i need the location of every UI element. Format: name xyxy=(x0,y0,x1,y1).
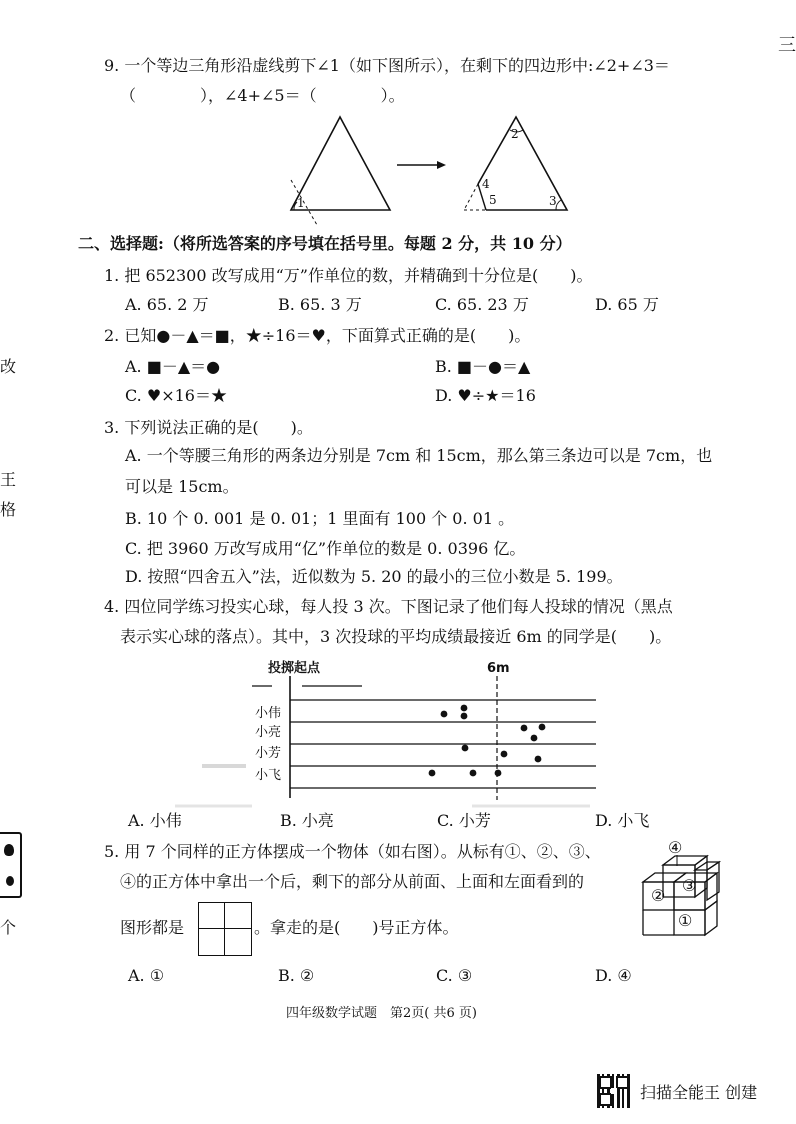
qr-code-icon xyxy=(597,1074,631,1108)
chart-start-label: 投掷起点 xyxy=(268,661,321,676)
chart-row-label: 小伟 xyxy=(255,706,282,721)
q1-option-b: B. 65. 3 万 xyxy=(278,295,362,314)
chart-row-label: 小亮 xyxy=(255,725,282,740)
margin-char: 格 xyxy=(0,500,17,519)
cube-label-3: ③ xyxy=(682,876,697,895)
q2-option-d: D. ♥÷★＝16 xyxy=(435,386,536,405)
q3-option-a-line2: 可以是 15cm。 xyxy=(125,477,239,496)
q4-stem-line1: 4. 四位同学练习投实心球，每人投 3 次。下图记录了他们每人投球的情况（黑点 xyxy=(104,597,673,616)
angle-label-5: 5 xyxy=(489,193,497,207)
page-footer: 四年级数学试题 第2页( 共6 页) xyxy=(286,1006,477,1021)
q9-line1: 9. 一个等边三角形沿虚线剪下∠1（如下图所示），在剩下的四边形中:∠2+∠3＝ xyxy=(104,56,670,75)
q3-option-b: B. 10 个 0. 001 是 0. 01；1 里面有 100 个 0. 01 。 xyxy=(125,509,515,528)
q1-stem: 1. 把 652300 改写成用“万”作单位的数，并精确到十分位是( )。 xyxy=(104,266,593,285)
q3-stem: 3. 下列说法正确的是( )。 xyxy=(104,418,313,437)
section2-title: 二、选择题:（将所选答案的序号填在括号里。每题 2 分，共 10 分） xyxy=(78,234,572,253)
margin-char: 个 xyxy=(0,918,17,937)
q3-option-d: D. 按照“四舍五入”法，近似数为 5. 20 的最小的三位小数是 5. 199。 xyxy=(125,567,623,586)
q5-option-b: B. ② xyxy=(278,966,315,985)
q4-option-d: D. 小飞 xyxy=(595,811,650,830)
angle-label-3: 3 xyxy=(549,194,557,208)
q1-option-a: A. 65. 2 万 xyxy=(125,295,209,314)
cube-label-4: ④ xyxy=(668,838,683,857)
chart-6m-label: 6m xyxy=(487,661,510,676)
corner-char: 三 xyxy=(778,35,796,56)
chart-row-label: 小芳 xyxy=(255,746,282,761)
q5-stem-line3-post: 。拿走的是( )号正方体。 xyxy=(254,918,459,937)
chart-row-label: 小飞 xyxy=(255,768,282,783)
watermark-text: 扫描全能王 创建 xyxy=(640,1083,758,1102)
q2-stem: 2. 已知●－▲＝■，★÷16＝♥，下面算式正确的是( )。 xyxy=(104,326,531,345)
q5-option-d: D. ④ xyxy=(595,966,632,985)
cube-label-2: ② xyxy=(651,886,666,905)
cube-label-1: ① xyxy=(678,911,693,930)
q5-stem-line1: 5. 用 7 个同样的正方体摆成一个物体（如右图）。从标有①、②、③、 xyxy=(104,842,601,861)
angle-label-4: 4 xyxy=(482,177,490,191)
q1-option-c: C. 65. 23 万 xyxy=(435,295,529,314)
q2-option-c: C. ♥×16＝★ xyxy=(125,386,227,405)
q4-stem-line2: 表示实心球的落点）。其中，3 次投球的平均成绩最接近 6m 的同学是( )。 xyxy=(120,627,672,646)
q5-option-c: C. ③ xyxy=(436,966,473,985)
q5-option-a: A. ① xyxy=(128,966,165,985)
angle-label-1: 1 xyxy=(297,196,305,210)
q9-line2: （ ），∠4+∠5＝（ ）。 xyxy=(120,86,405,105)
q3-option-c: C. 把 3960 万改写成用“亿”作单位的数是 0. 0396 亿。 xyxy=(125,539,526,558)
margin-char: 王 xyxy=(0,470,17,489)
q3-option-a-line1: A. 一个等腰三角形的两条边分别是 7cm 和 15cm，那么第三条边可以是 7cm，也 xyxy=(125,446,713,465)
angle-label-2: 2 xyxy=(511,127,519,141)
margin-char: 改 xyxy=(0,357,17,376)
q5-stem-line3-pre: 图形都是 xyxy=(120,918,185,937)
q4-option-b: B. 小亮 xyxy=(280,811,334,830)
q4-option-a: A. 小伟 xyxy=(128,811,182,830)
q5-stem-line2: ④的正方体中拿出一个后，剩下的部分从前面、上面和左面看到的 xyxy=(120,872,585,891)
q1-option-d: D. 65 万 xyxy=(595,295,659,314)
q2-option-a: A. ■－▲＝● xyxy=(125,357,221,376)
q2-option-b: B. ■－●＝▲ xyxy=(435,357,531,376)
q4-option-c: C. 小芳 xyxy=(437,811,491,830)
